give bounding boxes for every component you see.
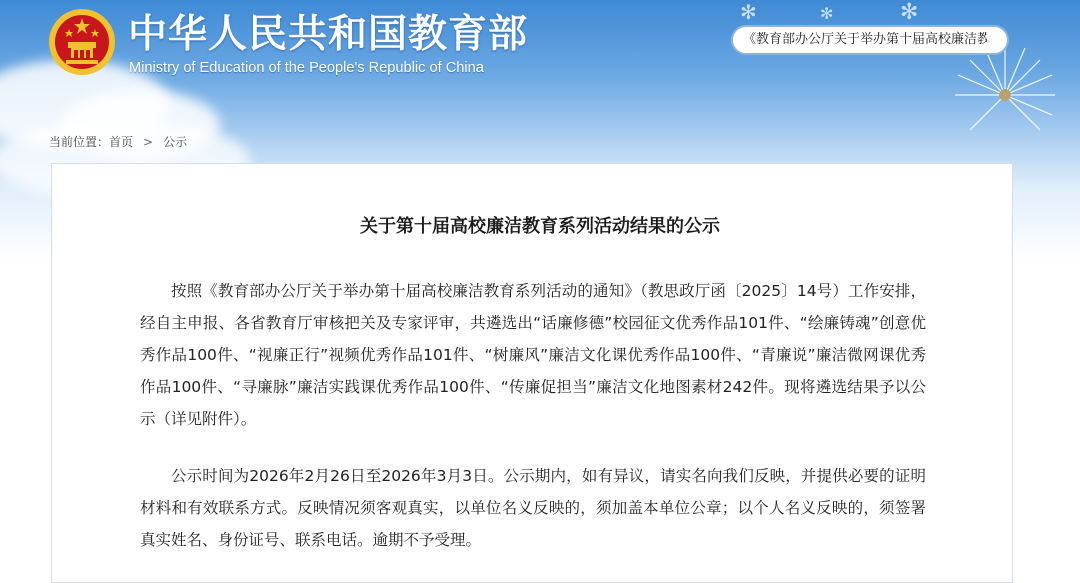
- article-paragraph: 按照《教育部办公厅关于举办第十届高校廉洁教育系列活动的通知》（教思政厅函〔2025〕14号）工作安排，经自主申报、各省教育厅审核把关及专家评审，共遴选出“话廉修德”校园征文优秀作品101件、“绘廉铸魂”创意优秀作品100件、“视廉正行”视频优秀作品101件、“树廉风”廉洁文化课优秀作品100件、“青廉说”廉洁微网课优秀作品100件、“寻廉脉”廉洁实践课优秀作品100件、“传廉促担当”廉洁文化地图素材242件。现将遴选结果予以公示（详见附件）。: [140, 282, 926, 428]
- snowflake-icon: ✻: [820, 4, 834, 23]
- site-title-chinese[interactable]: 中华人民共和国教育部: [128, 12, 529, 57]
- site-title-english[interactable]: Ministry of Education of the People's Republic of China: [129, 60, 484, 76]
- breadcrumb-separator: >: [143, 135, 154, 149]
- breadcrumb-prefix: 当前位置：: [49, 135, 110, 149]
- breadcrumb-home-link[interactable]: 首页: [109, 135, 134, 149]
- breadcrumb: [49, 133, 187, 151]
- article-paragraph: 公示时间为2026年2月26日至2026年3月3日。公示期内，如有异议，请实名向我们反映，并提供必要的证明材料和有效联系方式。反映情况须客观真实，以单位名义反映的，须加盖本单位公章；以个人名义反映的，须签署真实姓名、身份证号、联系电话。逾期不予受理。: [140, 467, 926, 549]
- snowflake-icon: ✻: [740, 0, 757, 24]
- article-title: 关于第十届高校廉洁教育系列活动结果的公示: [360, 216, 720, 237]
- snowflake-icon: ✻: [900, 0, 919, 25]
- breadcrumb-current-link[interactable]: 公示: [163, 135, 188, 149]
- dandelion-icon: [950, 40, 1060, 150]
- search-box[interactable]: [731, 25, 1009, 55]
- search-input[interactable]: [743, 27, 987, 53]
- national-emblem-icon: [48, 8, 116, 76]
